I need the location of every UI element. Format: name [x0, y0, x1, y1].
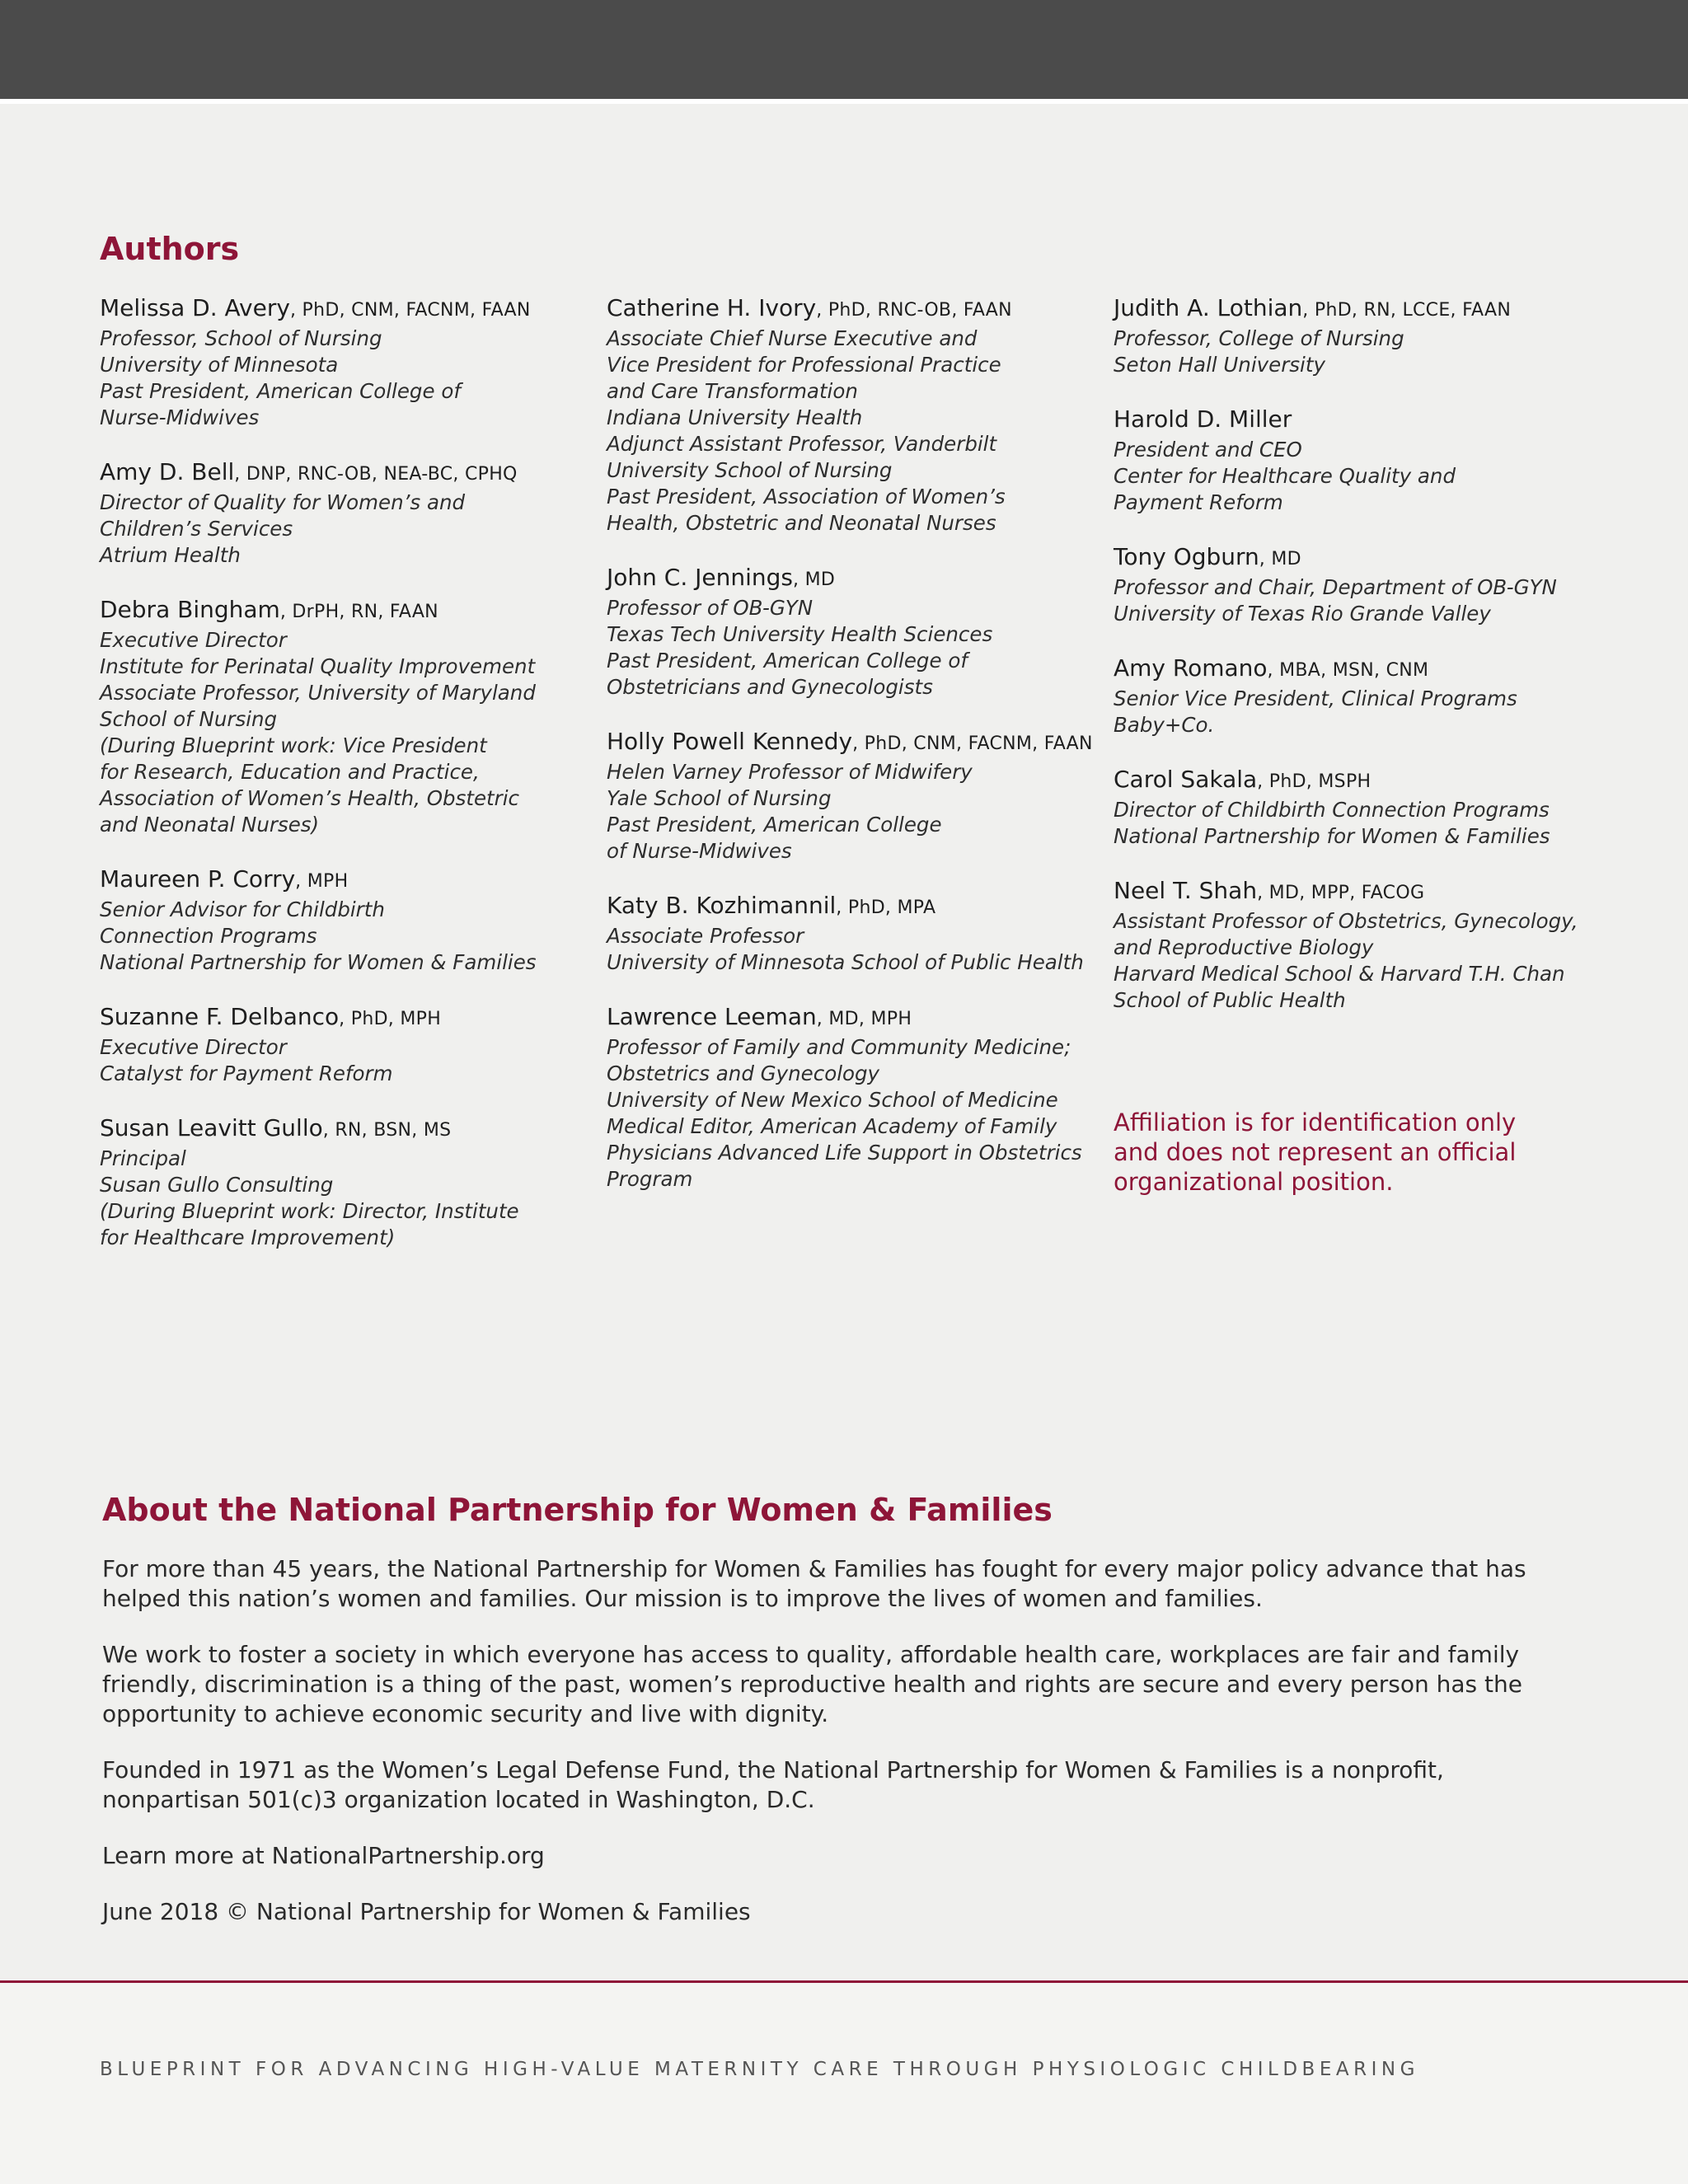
- author-name: [1114, 293, 1616, 326]
- author-affiliation-line: Medical Editor, American Academy of Family: [607, 1114, 1057, 1138]
- about-learn-more: Learn more at NationalPartnership.org: [102, 1842, 545, 1869]
- author-name: [1114, 765, 1616, 797]
- about-body: [102, 1554, 1586, 1953]
- author-name-text: Amy D. Bell: [100, 458, 235, 485]
- author-name-text: Melissa D. Avery: [100, 294, 290, 321]
- author-name-text: Tony Ogburn: [1114, 543, 1259, 570]
- author-name-text: Judith A. Lothian: [1114, 294, 1303, 321]
- author-affiliation-line: Past President, American College of: [607, 649, 968, 673]
- author-affiliation-line: for Healthcare Improvement): [100, 1226, 396, 1249]
- author-name: [1114, 405, 1616, 437]
- author-affiliation-line: University School of Nursing: [607, 458, 893, 482]
- about-paragraph-history: For more than 45 years, the National Partnership for Women & Families has fought for every major policy advance that has helped this nation’s women and families. Our mission is to improve the lives of women and families.: [102, 1555, 1526, 1612]
- author-affiliation-line: Past President, American College of: [100, 379, 461, 403]
- author-name-text: Debra Bingham: [100, 596, 280, 623]
- author-affiliation-line: (During Blueprint work: Vice President: [100, 733, 487, 757]
- author-affiliation-line: Past President, American College: [607, 813, 942, 837]
- authors-column-3: [1114, 293, 1616, 1040]
- author-name: [607, 1002, 1101, 1034]
- author-credentials: , PhD, CNM, FACNM, FAAN: [852, 733, 1093, 754]
- author-entry: [100, 1002, 561, 1087]
- author-affiliation-line: Professor, School of Nursing: [100, 326, 382, 350]
- author-credentials: , DNP, RNC-OB, NEA-BC, CPHQ: [234, 464, 518, 485]
- about-paragraph-founding: Founded in 1971 as the Women’s Legal Defense Fund, the National Partnership for Women & Families is a nonprofit, nonpartisan 501(c)3 organization located in Washington, D.C.: [102, 1756, 1444, 1813]
- author-affiliation-line: Catalyst for Payment Reform: [100, 1062, 393, 1085]
- about-heading: About the National Partnership for Women & Families: [102, 1492, 1053, 1528]
- author-name: [100, 595, 561, 627]
- author-affiliation-line: (During Blueprint work: Director, Institute: [100, 1199, 519, 1223]
- author-affiliation-line: Associate Professor: [607, 924, 804, 948]
- author-entry: [1114, 876, 1616, 1014]
- author-credentials: , MBA, MSN, CNM: [1267, 660, 1429, 681]
- author-affiliation-line: Harvard Medical School & Harvard T.H. Chan: [1114, 962, 1565, 986]
- author-entry: [1114, 765, 1616, 850]
- author-affiliation-line: Adjunct Assistant Professor, Vanderbilt: [607, 432, 997, 456]
- author-name: [100, 1002, 561, 1034]
- author-name-text: Catherine H. Ivory: [607, 294, 817, 321]
- author-affiliation-line: Children’s Services: [100, 517, 293, 541]
- author-credentials: , PhD, MPH: [339, 1009, 442, 1029]
- author-name-text: Maureen P. Corry: [100, 865, 296, 893]
- author-name-text: Lawrence Leeman: [607, 1003, 817, 1030]
- author-entry: [607, 891, 1101, 976]
- author-credentials: , MPH: [295, 871, 349, 892]
- author-affiliation-line: Nurse-Midwives: [100, 405, 260, 429]
- author-name-text: Susan Leavitt Gullo: [100, 1114, 323, 1141]
- top-bar-divider: [0, 99, 1688, 104]
- author-affiliation-line: Payment Reform: [1114, 490, 1283, 514]
- author-name: [607, 563, 1101, 595]
- author-entry: [607, 727, 1101, 865]
- author-affiliation-line: School of Nursing: [100, 707, 278, 731]
- author-affiliation-line: Yale School of Nursing: [607, 786, 832, 810]
- author-affiliation-line: Associate Chief Nurse Executive and: [607, 326, 978, 350]
- author-name-text: Katy B. Kozhimannil: [607, 892, 837, 919]
- author-affiliation-line: Association of Women’s Health, Obstetric: [100, 786, 519, 810]
- author-affiliation-line: Texas Tech University Health Sciences: [607, 622, 993, 646]
- author-affiliation-line: Principal: [100, 1146, 186, 1170]
- author-entry: [100, 865, 561, 976]
- author-credentials: , RN, BSN, MS: [322, 1120, 452, 1141]
- author-credentials: , PhD, RNC-OB, FAAN: [816, 300, 1012, 321]
- author-name: [100, 865, 561, 897]
- author-credentials: , MD, MPP, FACOG: [1257, 883, 1425, 903]
- author-affiliation-line: Helen Varney Professor of Midwifery: [607, 760, 973, 784]
- author-entry: [100, 595, 561, 838]
- author-affiliation-line: School of Public Health: [1114, 988, 1346, 1012]
- author-credentials: , PhD, MPA: [836, 898, 936, 918]
- author-entry: [100, 457, 561, 569]
- author-credentials: , PhD, MSPH: [1257, 771, 1372, 792]
- author-affiliation-line: Baby+Co.: [1114, 713, 1215, 737]
- author-affiliation-line: Obstetrics and Gynecology: [607, 1062, 880, 1085]
- author-affiliation-line: University of New Mexico School of Medicine: [607, 1088, 1058, 1112]
- author-affiliation-line: and Neonatal Nurses): [100, 813, 320, 837]
- author-affiliation-line: Executive Director: [100, 1035, 287, 1059]
- author-credentials: , PhD, CNM, FACNM, FAAN: [289, 300, 531, 321]
- author-affiliation-line: Executive Director: [100, 628, 287, 652]
- author-name-text: Carol Sakala: [1114, 766, 1258, 793]
- author-affiliation-line: University of Minnesota: [100, 353, 339, 377]
- author-name: [100, 293, 561, 326]
- author-affiliation-line: Past President, Association of Women’s: [607, 485, 1006, 509]
- author-name-text: Neel T. Shah: [1114, 877, 1258, 904]
- top-bar: [0, 0, 1688, 99]
- author-affiliation-line: Center for Healthcare Quality and: [1114, 464, 1456, 488]
- author-affiliation-line: Professor and Chair, Department of OB-GYN: [1114, 575, 1557, 599]
- author-affiliation-line: Health, Obstetric and Neonatal Nurses: [607, 511, 996, 535]
- author-affiliation-line: and Reproductive Biology: [1114, 935, 1374, 959]
- author-name: [1114, 542, 1616, 574]
- author-affiliation-line: Indiana University Health: [607, 405, 863, 429]
- author-name: [607, 293, 1101, 326]
- author-affiliation-line: Professor of OB-GYN: [607, 596, 814, 620]
- about-paragraph-vision: We work to foster a society in which everyone has access to quality, affordable health care, workplaces are fair and family friendly, discrimination is a thing of the past, women’s reproductive health and rights are secure and every person has the opportunity to achieve economic security and live with dignity.: [102, 1641, 1522, 1727]
- author-affiliation-line: Assistant Professor of Obstetrics, Gynecology,: [1114, 909, 1578, 933]
- author-name-text: Amy Romano: [1114, 654, 1268, 682]
- author-affiliation-line: Connection Programs: [100, 924, 317, 948]
- author-affiliation-line: Senior Vice President, Clinical Programs: [1114, 687, 1517, 710]
- author-credentials: , PhD, RN, LCCE, FAAN: [1302, 300, 1512, 321]
- author-affiliation-line: President and CEO: [1114, 438, 1302, 462]
- author-affiliation-line: Director of Childbirth Connection Programs: [1114, 798, 1550, 822]
- author-affiliation-line: Obstetricians and Gynecologists: [607, 675, 933, 699]
- authors-column-1: [100, 293, 561, 1277]
- about-copyright: June 2018 © National Partnership for Women & Families: [102, 1898, 751, 1925]
- author-affiliation-line: Professor of Family and Community Medicine;: [607, 1035, 1071, 1059]
- author-affiliation-line: Program: [607, 1167, 693, 1191]
- author-name: [607, 891, 1101, 923]
- author-name: [1114, 876, 1616, 908]
- footer-band: [0, 1983, 1688, 2184]
- author-affiliation-line: Seton Hall University: [1114, 353, 1325, 377]
- authors-column-2: [607, 293, 1101, 1219]
- author-entry: [607, 563, 1101, 701]
- author-affiliation-line: University of Minnesota School of Public Health: [607, 950, 1084, 974]
- author-entry: [1114, 293, 1616, 378]
- author-name: [1114, 654, 1616, 686]
- author-entry: [100, 1113, 561, 1251]
- author-entry: [607, 293, 1101, 537]
- author-name: [100, 1113, 561, 1146]
- author-affiliation-line: Associate Professor, University of Maryland: [100, 681, 536, 705]
- author-name: [100, 457, 561, 490]
- author-affiliation-line: Professor, College of Nursing: [1114, 326, 1404, 350]
- author-affiliation-line: Senior Advisor for Childbirth: [100, 898, 385, 921]
- author-name: [607, 727, 1101, 759]
- author-entry: [1114, 542, 1616, 627]
- author-credentials: , MD: [793, 569, 836, 590]
- author-affiliation-line: National Partnership for Women & Families: [1114, 824, 1550, 848]
- author-affiliation-line: Physicians Advanced Life Support in Obstetrics: [607, 1141, 1082, 1165]
- author-entry: [1114, 654, 1616, 738]
- author-affiliation-line: University of Texas Rio Grande Valley: [1114, 602, 1491, 626]
- affiliation-disclaimer: Affiliation is for identification only and does not represent an official organizational position.: [1114, 1108, 1517, 1196]
- footer-running-title: BLUEPRINT FOR ADVANCING HIGH-VALUE MATERNITY CARE THROUGH PHYSIOLOGIC CHILDBEARING: [100, 2059, 1419, 2080]
- author-affiliation-line: for Research, Education and Practice,: [100, 760, 480, 784]
- author-entry: [1114, 405, 1616, 516]
- author-affiliation-line: Atrium Health: [100, 543, 241, 567]
- author-credentials: , MD: [1259, 549, 1301, 569]
- author-affiliation-line: National Partnership for Women & Families: [100, 950, 537, 974]
- author-affiliation-line: and Care Transformation: [607, 379, 858, 403]
- author-name-text: Holly Powell Kennedy: [607, 728, 853, 755]
- author-affiliation-line: Institute for Perinatal Quality Improvement: [100, 654, 536, 678]
- author-name-text: John C. Jennings: [607, 564, 793, 591]
- authors-heading: Authors: [100, 231, 240, 267]
- author-name-text: Harold D. Miller: [1114, 405, 1292, 433]
- author-entry: [607, 1002, 1101, 1193]
- author-credentials: , MD, MPH: [816, 1009, 912, 1029]
- author-affiliation-line: of Nurse-Midwives: [607, 839, 792, 863]
- author-name-text: Suzanne F. Delbanco: [100, 1003, 340, 1030]
- author-affiliation-line: Susan Gullo Consulting: [100, 1173, 334, 1197]
- author-entry: [100, 293, 561, 431]
- author-affiliation-line: Vice President for Professional Practice: [607, 353, 1001, 377]
- author-affiliation-line: Director of Quality for Women’s and: [100, 490, 466, 514]
- author-credentials: , DrPH, RN, FAAN: [279, 602, 438, 622]
